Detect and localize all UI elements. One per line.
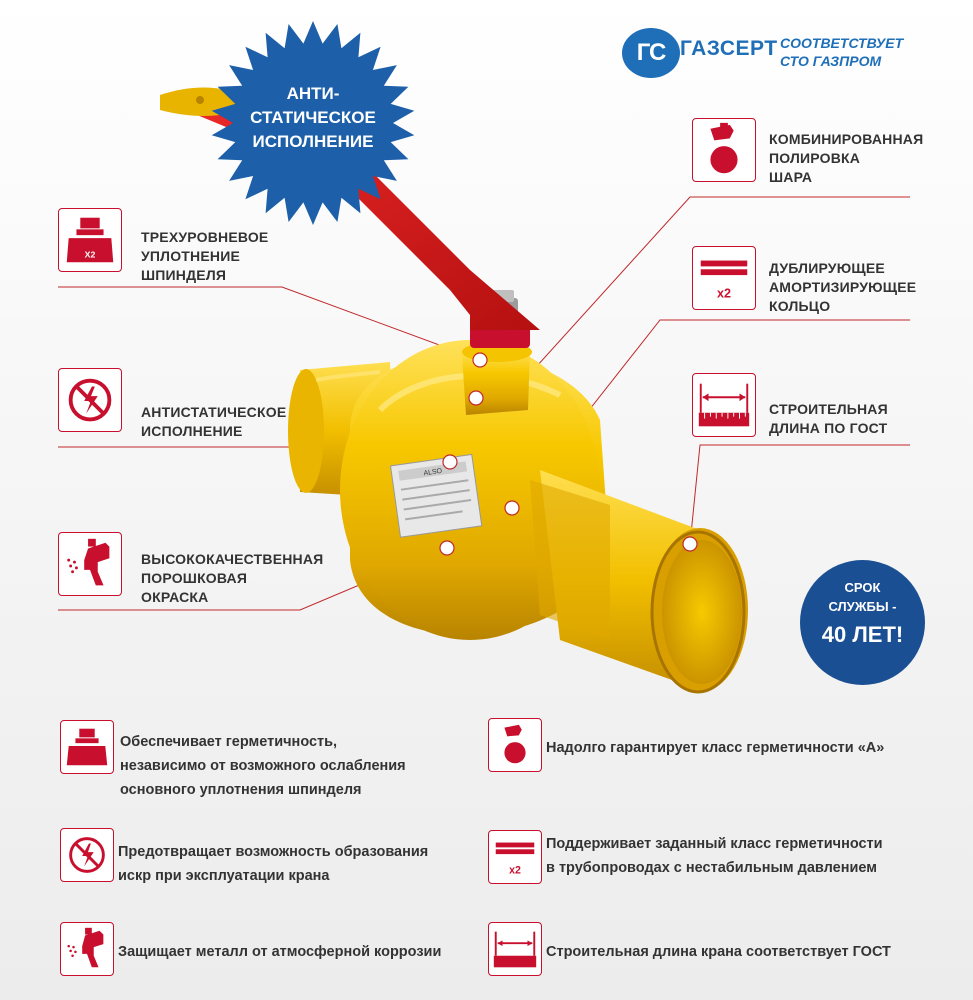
feature-length [769,400,888,438]
feature-ring [769,259,916,316]
feature-paint [141,550,323,607]
double-ring-icon [692,246,756,310]
benefit-antistatic [118,840,428,888]
feature-seal [141,228,268,285]
benefit-ring-icon [488,830,542,884]
benefit-seal [120,730,406,802]
feature-polishing-line-1: КОМБИНИРОВАННАЯ [769,131,924,147]
benefit-polishing-line-1: Надолго гарантирует класс герметичности «А» [546,740,885,756]
gazcert-emblem-letters: ГС [636,39,666,66]
benefit-ring-line-2: в трубопроводах с нестабильным давлением [546,860,878,876]
service-life-badge [800,560,925,685]
feature-paint-line-3: ОКРАСКА [141,589,209,605]
gazcert-emblem [622,28,680,78]
benefit-length [546,940,891,964]
benefit-antistatic-icon [60,828,114,882]
length-ruler-icon [692,373,756,437]
feature-ring-line-2: АМОРТИЗИРУЮЩЕЕ [769,279,917,295]
starburst-line-1: АНТИ- [286,84,340,103]
seal-x2-icon [58,208,122,272]
benefit-length-line-1: Строительная длина крана соответствует ГОСТ [546,944,891,960]
benefit-seal-icon [60,720,114,774]
starburst-line-2: СТАТИЧЕСКОЕ [250,108,376,127]
feature-antistatic-line-1: АНТИСТАТИЧЕСКОЕ [141,404,287,420]
feature-seal-line-2: УПЛОТНЕНИЕ [141,248,240,264]
benefit-paint-line-1: Защищает металл от атмосферной коррозии [118,944,442,960]
valve-label-brand: ALSO [423,467,443,478]
feature-length-line-2: ДЛИНА ПО ГОСТ [769,420,888,436]
svg-text:X2: X2 [84,249,96,260]
benefit-antistatic-line-1: Предотвращает возможность образования [118,844,429,860]
feature-seal-line-3: ШПИНДЕЛЯ [141,267,227,283]
feature-paint-line-1: ВЫСОКОКАЧЕСТВЕННАЯ [141,551,324,567]
feature-polishing-line-3: ШАРА [769,169,813,185]
service-life-line-2: СЛУЖБЫ - [828,599,897,614]
feature-antistatic [141,403,286,441]
starburst-line-3: ИСПОЛНЕНИЕ [252,132,374,151]
feature-length-line-1: СТРОИТЕЛЬНАЯ [769,401,888,417]
double-ring-label: x2 [717,286,731,301]
service-life-line-3: 40 ЛЕТ! [821,622,904,647]
benefit-ring-line-1: Поддерживает заданный класс герметичности [546,836,883,852]
antistatic-icon [58,368,122,432]
benefit-antistatic-line-2: искр при эксплуатации крана [118,868,330,884]
feature-seal-line-1: ТРЕХУРОВНЕВОЕ [141,229,269,245]
gazcert-logo [622,28,922,88]
gazcert-brand: ГАЗСЕРТ [680,37,778,60]
benefit-seal-line-1: Обеспечивает герметичность, [120,734,338,750]
benefit-length-icon [488,922,542,976]
feature-ring-line-3: КОЛЬЦО [769,298,831,314]
spray-gun-icon [58,532,122,596]
service-life-line-1: СРОК [844,580,881,595]
feature-ring-line-1: ДУБЛИРУЮЩЕЕ [769,260,885,276]
feature-polishing [769,130,923,187]
benefit-paint-icon [60,922,114,976]
gazcert-line-2: СТО ГАЗПРОМ [780,53,882,69]
antistatic-starburst [208,18,418,228]
benefit-seal-line-2: независимо от возможного ослабления [120,758,406,774]
polishing-ball-icon [692,118,756,182]
benefit-polishing-icon [488,718,542,772]
feature-antistatic-line-2: ИСПОЛНЕНИЕ [141,423,243,439]
gazcert-line-1: СООТВЕТСТВУЕТ [780,35,904,51]
valve-label-plate [391,454,482,537]
benefit-ring-label: x2 [509,864,521,877]
feature-polishing-line-2: ПОЛИРОВКА [769,150,861,166]
benefit-seal-line-3: основного уплотнения шпинделя [120,782,362,798]
benefit-paint [118,940,441,964]
benefit-polishing [546,736,884,760]
feature-paint-line-2: ПОРОШКОВАЯ [141,570,248,586]
benefit-ring [546,832,883,880]
